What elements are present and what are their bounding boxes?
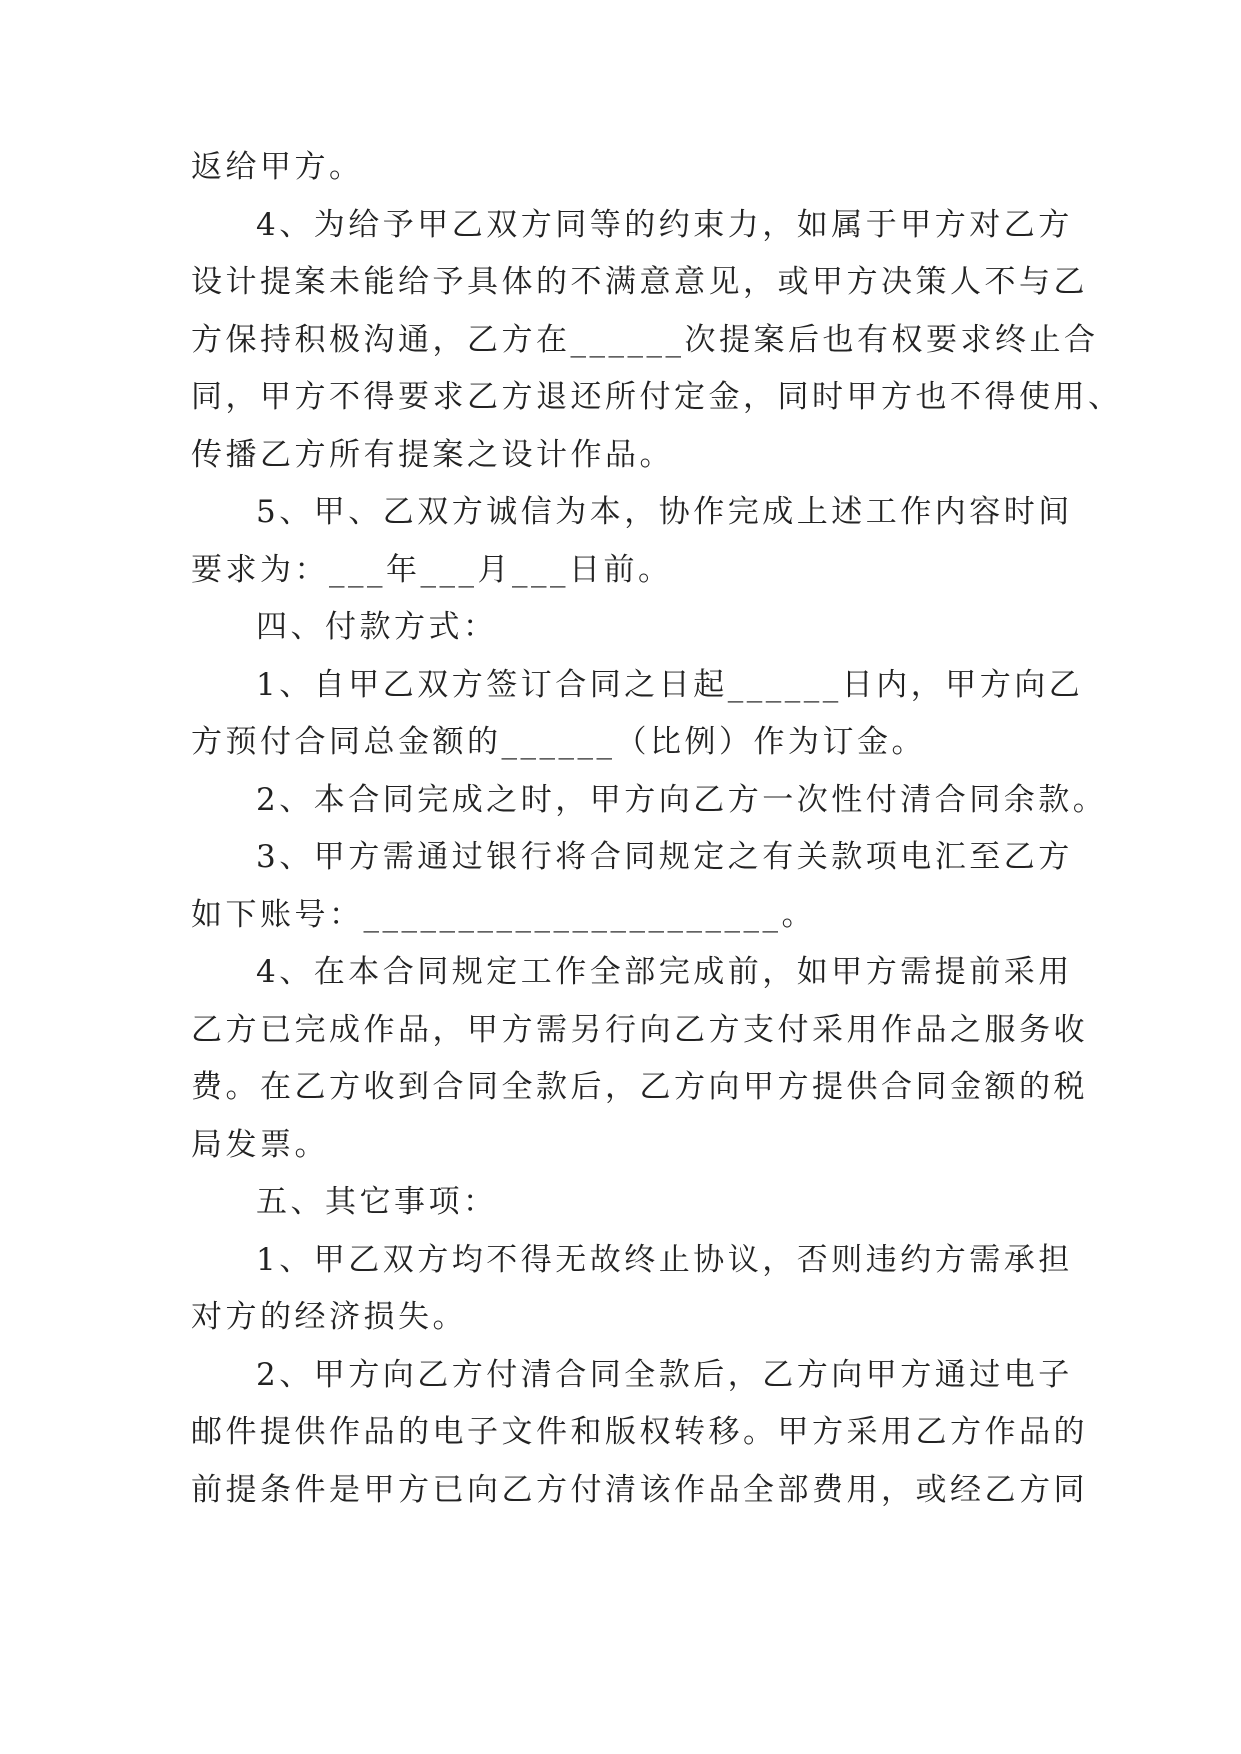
text-line: 方预付合同总金额的______（比例）作为订金。 bbox=[191, 724, 926, 760]
section-heading: 五、其它事项： bbox=[256, 1184, 498, 1220]
text-line: 方保持积极沟通，乙方在______次提案后也有权要求终止合 bbox=[191, 322, 1099, 358]
text-line: 5、甲、乙双方诚信为本，协作完成上述工作内容时间 bbox=[256, 494, 1073, 530]
text-line: 前提条件是甲方已向乙方付清该作品全部费用，或经乙方同 bbox=[191, 1472, 1088, 1508]
text-line: 对方的经济损失。 bbox=[191, 1299, 467, 1335]
text-line: 局发票。 bbox=[191, 1127, 329, 1163]
text-line: 传播乙方所有提案之设计作品。 bbox=[191, 437, 674, 473]
text-line: 同，甲方不得要求乙方退还所付定金，同时甲方也不得使用、 bbox=[191, 379, 1123, 415]
text-line: 3、甲方需通过银行将合同规定之有关款项电汇至乙方 bbox=[256, 839, 1073, 875]
text-line: 2、本合同完成之时，甲方向乙方一次性付清合同余款。 bbox=[256, 782, 1108, 818]
text-line: 邮件提供作品的电子文件和版权转移。甲方采用乙方作品的 bbox=[191, 1414, 1088, 1450]
text-line: 乙方已完成作品，甲方需另行向乙方支付采用作品之服务收 bbox=[191, 1012, 1088, 1048]
text-line: 1、自甲乙双方签订合同之日起______日内，甲方向乙 bbox=[256, 667, 1084, 703]
text-line: 要求为：___年___月___日前。 bbox=[191, 552, 673, 588]
text-line: 2、甲方向乙方付清合同全款后，乙方向甲方通过电子 bbox=[256, 1357, 1073, 1393]
text-line: 4、在本合同规定工作全部完成前，如甲方需提前采用 bbox=[256, 954, 1073, 990]
text-line: 设计提案未能给予具体的不满意意见，或甲方决策人不与乙 bbox=[191, 264, 1088, 300]
section-heading: 四、付款方式： bbox=[256, 609, 498, 645]
text-line: 1、甲乙双方均不得无故终止协议，否则违约方需承担 bbox=[256, 1242, 1073, 1278]
text-line: 如下账号：______________________。 bbox=[191, 897, 816, 933]
text-line: 返给甲方。 bbox=[191, 149, 364, 185]
text-line: 4、为给予甲乙双方同等的约束力，如属于甲方对乙方 bbox=[256, 207, 1073, 243]
text-line: 费。在乙方收到合同全款后，乙方向甲方提供合同金额的税 bbox=[191, 1069, 1088, 1105]
